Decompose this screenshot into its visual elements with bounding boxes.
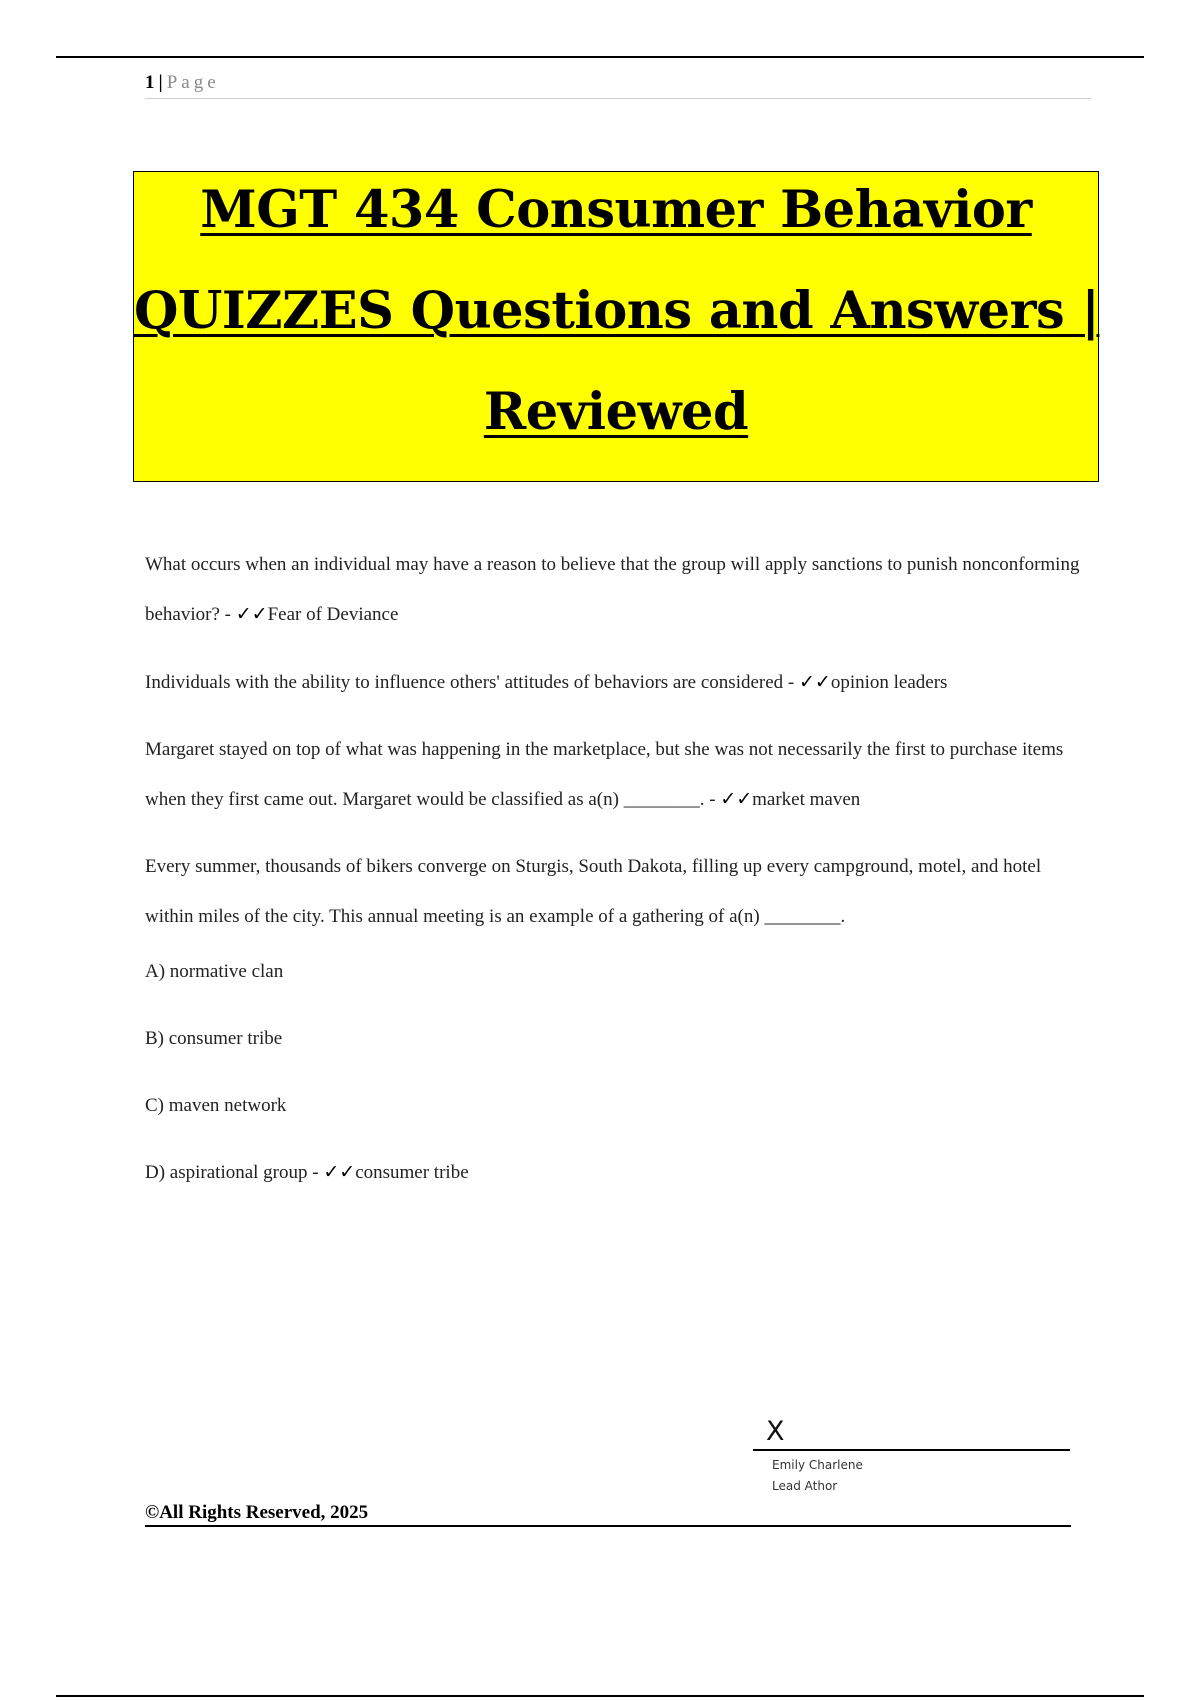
answer-text: opinion leaders: [830, 672, 948, 693]
question-text: Every summer, thousands of bikers converge on Sturgis, South Dakota, filling up every campground, motel, and hotel within miles of the city. This annual meeting is an example of a gathering of a(n) ________.: [145, 856, 1042, 927]
copyright: ©All Rights Reserved, 2025: [145, 1502, 369, 1523]
option-c: C) maven network: [145, 1095, 287, 1116]
question-3: [145, 725, 1090, 825]
question-1: [145, 540, 1090, 640]
check-icon: ✓✓: [235, 604, 268, 625]
option-d-text: D) aspirational group -: [145, 1162, 324, 1183]
option-a: A) normative clan: [145, 961, 284, 982]
answer-text: Fear of Deviance: [267, 604, 399, 625]
question-2: [145, 657, 1090, 708]
check-icon: ✓✓: [323, 1162, 356, 1183]
title-line-3: Reviewed: [483, 382, 749, 442]
page-word: Page: [166, 72, 220, 93]
question-text: Margaret stayed on top of what was happening in the marketplace, but she was not necessarily the first to purchase items when they first came out. Margaret would be classified as a(n) ________. -: [145, 739, 1064, 810]
signature-mark: X: [766, 1416, 785, 1447]
answer-text: consumer tribe: [355, 1162, 469, 1183]
check-icon: ✓✓: [799, 672, 831, 693]
title-line-1: MGT 434 Consumer Behavior: [200, 180, 1032, 240]
title-line-2: QUIZZES Questions and Answers |: [134, 281, 1100, 341]
page-number: 1: [145, 72, 155, 93]
answer-text: market maven: [752, 789, 861, 810]
title-box: [133, 171, 1099, 482]
copyright-rule: [145, 1525, 1071, 1527]
question-text: Individuals with the ability to influence others' attitudes of behaviors are considered -: [145, 672, 799, 693]
option-d: [145, 1160, 1090, 1186]
question-text: What occurs when an individual may have a reason to believe that the group will apply sanctions to punish nonconforming behavior? -: [145, 554, 1080, 625]
signature-name: Emily Charlene: [772, 1458, 863, 1472]
question-4: [145, 842, 1090, 942]
signature-role: Lead Athor: [772, 1479, 838, 1493]
page-separator: |: [158, 72, 163, 93]
top-rule: [56, 56, 1144, 58]
page-header: [145, 72, 1091, 99]
check-icon: ✓✓: [720, 789, 753, 810]
signature-line: [753, 1449, 1070, 1451]
option-b: B) consumer tribe: [145, 1028, 283, 1049]
bottom-rule: [56, 1695, 1144, 1697]
quiz-content: [145, 540, 1090, 1227]
